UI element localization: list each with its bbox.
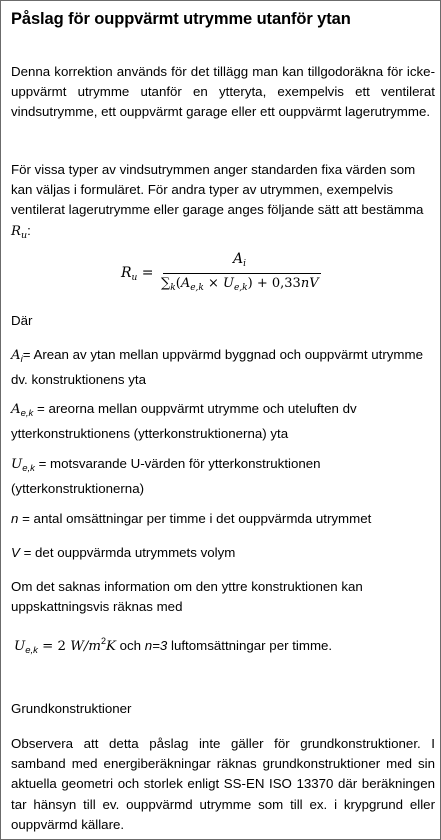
definition-n: n = antal omsättningar per timme i det ouppvärmda utrymmet [11, 511, 372, 526]
dar-label: Där [11, 313, 33, 328]
formula-lhs: $R_u$ = [121, 265, 154, 283]
definition-ai: $A_i=$ Arean av ytan mellan uppvärmd byggnad och ouppvärmt utrymme dv. konstruktionens yta [11, 347, 423, 388]
estimate-paragraph: Om det saknas information om den yttre konstruktionen kan uppskattningsvis räknas med [11, 579, 363, 615]
intro-paragraph: Denna korrektion används för det tillägg man kan tillgodoräkna för icke-uppvärmt utrymme utanför en ytterytа, exempelvis ett ventilerat vindsutrymme, ett ouppvärmt garage eller ett ouppvärmt lagerutrymme. [11, 64, 435, 120]
method-text: För vissa typer av vindsutrymmen anger standarden fixa värden som kan väljas i formuläret. För andra typer av utrymmen, exempelvis ventilerat lagerutrymme eller garage anges följande sätt att bestämma [11, 162, 424, 218]
ru-formula [121, 251, 331, 297]
definition-uek: $U_{e,k}$ = motsvarande U-värden för ytterkonstruktionen (ytterkonstruktionerna) [11, 456, 321, 497]
definition-aek: $A_{e,k}$ = areorna mellan ouppvärmt utrymme och uteluften dv ytterkonstruktionens (ytterkonstruktionerna) yta [11, 401, 357, 442]
page-title: Påslag för ouppvärmt utrymme utanför ytan [11, 10, 351, 28]
ru-symbol: $R_u$ [11, 223, 28, 241]
formula-numerator: $A_i$ [233, 251, 247, 269]
estimate-values: $U_{e,k} = 2$ $W/m^2K$ och n=3 luftomsättningar per timme. [14, 636, 333, 656]
foundation-paragraph: Observera att detta påslag inte gäller för grundkonstruktioner. I samband med energiberäkningar räknas grundkonstruktioner med sin aktuella geometri och storlek enligt SS-EN ISO 13370 där beräkningen tar hänsyn till ev. ouppvärmd utrymme som till ex. i krypgrund eller ouppvärmd källare. [11, 736, 435, 832]
definition-v: V = det ouppvärmda utrymmets volym [11, 545, 236, 560]
method-paragraph: För vissa typer av vindsutrymmen anger standarden fixa värden som kan väljas i formuläret. För andra typer av utrymmen, exempelvis ventilerat lagerutrymme eller garage anges följande sätt att bestämma $R_u$: [11, 162, 424, 241]
fraction-bar [163, 273, 321, 274]
formula-denominator: $\sum_k(A_{e,k} \times U_{e,k}) + 0,33nV$ [161, 276, 319, 293]
section-heading-grundkonstruktioner: Grundkonstruktioner [11, 701, 132, 716]
